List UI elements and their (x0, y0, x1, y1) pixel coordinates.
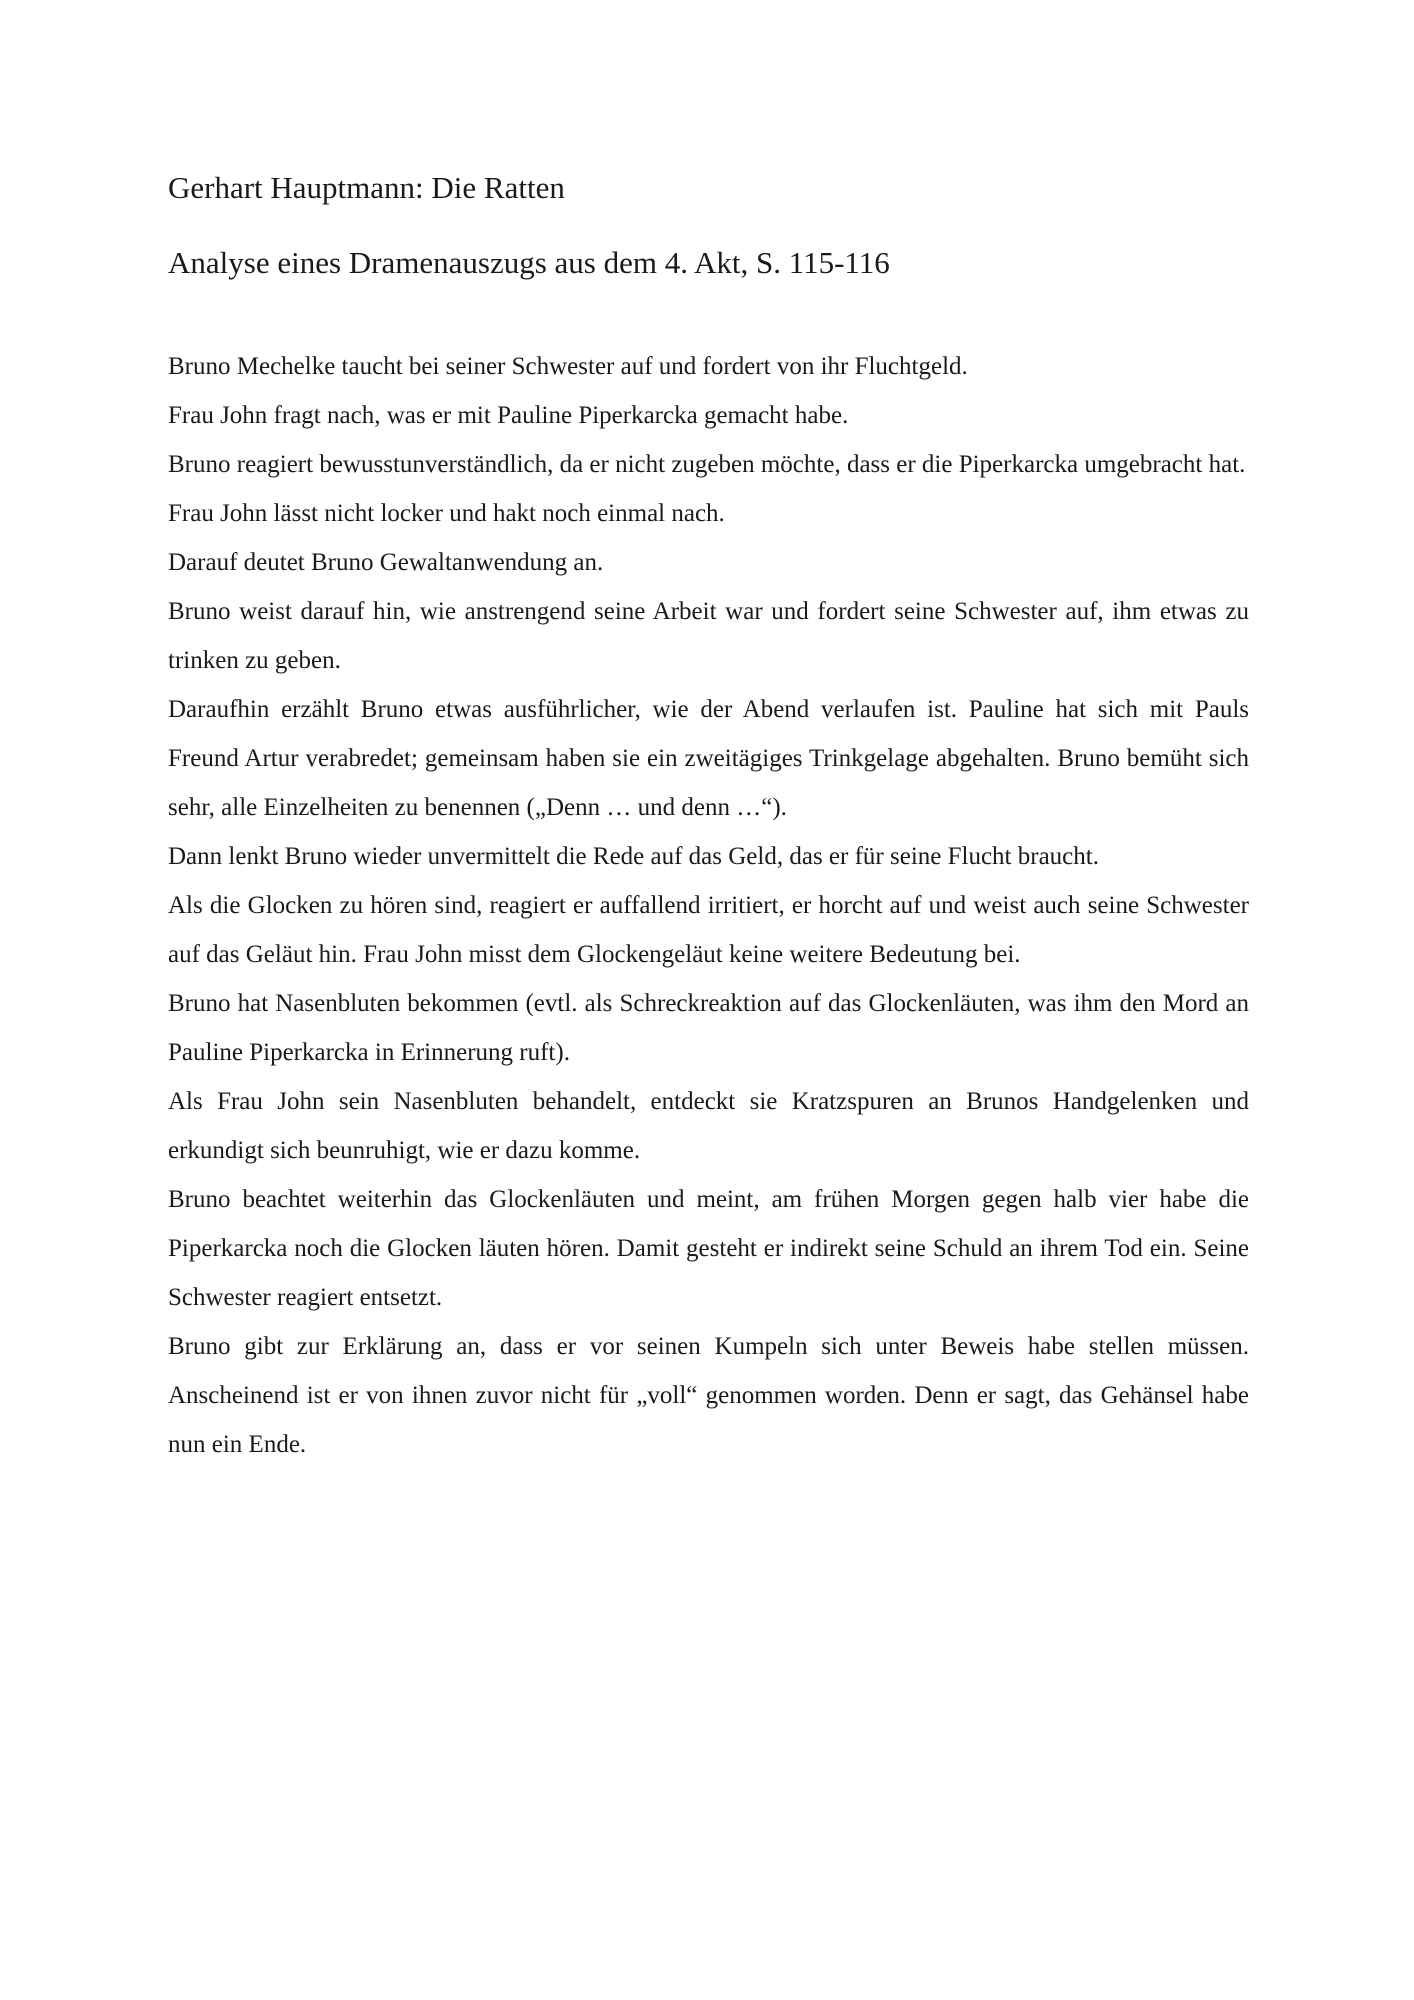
paragraph: Als Frau John sein Nasenbluten behandelt, entdeckt sie Kratzspuren an Brunos Handgelenken und erkundigt sich beunruhigt, wie er dazu komme. (168, 1088, 1249, 1164)
paragraph: Frau John fragt nach, was er mit Pauline Piperkarcka gemacht habe. (168, 402, 849, 429)
paragraph: Daraufhin erzählt Bruno etwas ausführlicher, wie der Abend verlaufen ist. Pauline hat sich mit Pauls Freund Artur verabredet; gemeinsam haben sie ein zweitägiges Trinkgelage abgehalten. Bruno bemüht sich sehr, alle Einzelheiten zu benennen („Denn … und denn …“). (168, 696, 1249, 821)
paragraph: Bruno beachtet weiterhin das Glockenläuten und meint, am frühen Morgen gegen halb vier habe die Piperkarcka noch die Glocken läuten hören. Damit gesteht er indirekt seine Schuld an ihrem Tod ein. Seine Schwester reagiert entsetzt. (168, 1186, 1249, 1311)
paragraph: Bruno Mechelke taucht bei seiner Schwester auf und fordert von ihr Fluchtgeld. (168, 353, 968, 380)
paragraph: Frau John lässt nicht locker und hakt noch einmal nach. (168, 500, 725, 527)
paragraph: Darauf deutet Bruno Gewaltanwendung an. (168, 549, 604, 576)
paragraph: Dann lenkt Bruno wieder unvermittelt die Rede auf das Geld, das er für seine Flucht braucht. (168, 843, 1099, 870)
paragraph: Bruno gibt zur Erklärung an, dass er vor seinen Kumpeln sich unter Beweis habe stellen müssen. Anscheinend ist er von ihnen zuvor nicht für „voll“ genommen worden. Denn er sagt, das Gehänsel habe nun ein Ende. (168, 1333, 1249, 1458)
document-title: Gerhart Hauptmann: Die Ratten (168, 170, 565, 205)
paragraph: Bruno weist darauf hin, wie anstrengend seine Arbeit war und fordert seine Schwester auf, ihm etwas zu trinken zu geben. (168, 598, 1249, 674)
document-body (168, 342, 1249, 1469)
document-subtitle: Analyse eines Dramenauszugs aus dem 4. Akt, S. 115-116 (168, 245, 890, 280)
paragraph: Als die Glocken zu hören sind, reagiert er auffallend irritiert, er horcht auf und weist auch seine Schwester auf das Geläut hin. Frau John misst dem Glockengeläut keine weitere Bedeutung bei. (168, 892, 1249, 968)
paragraph: Bruno reagiert bewusstunverständlich, da er nicht zugeben möchte, dass er die Piperkarcka umgebracht hat. (168, 451, 1246, 478)
paragraph: Bruno hat Nasenbluten bekommen (evtl. als Schreckreaktion auf das Glockenläuten, was ihm den Mord an Pauline Piperkarcka in Erinnerung ruft). (168, 990, 1249, 1066)
